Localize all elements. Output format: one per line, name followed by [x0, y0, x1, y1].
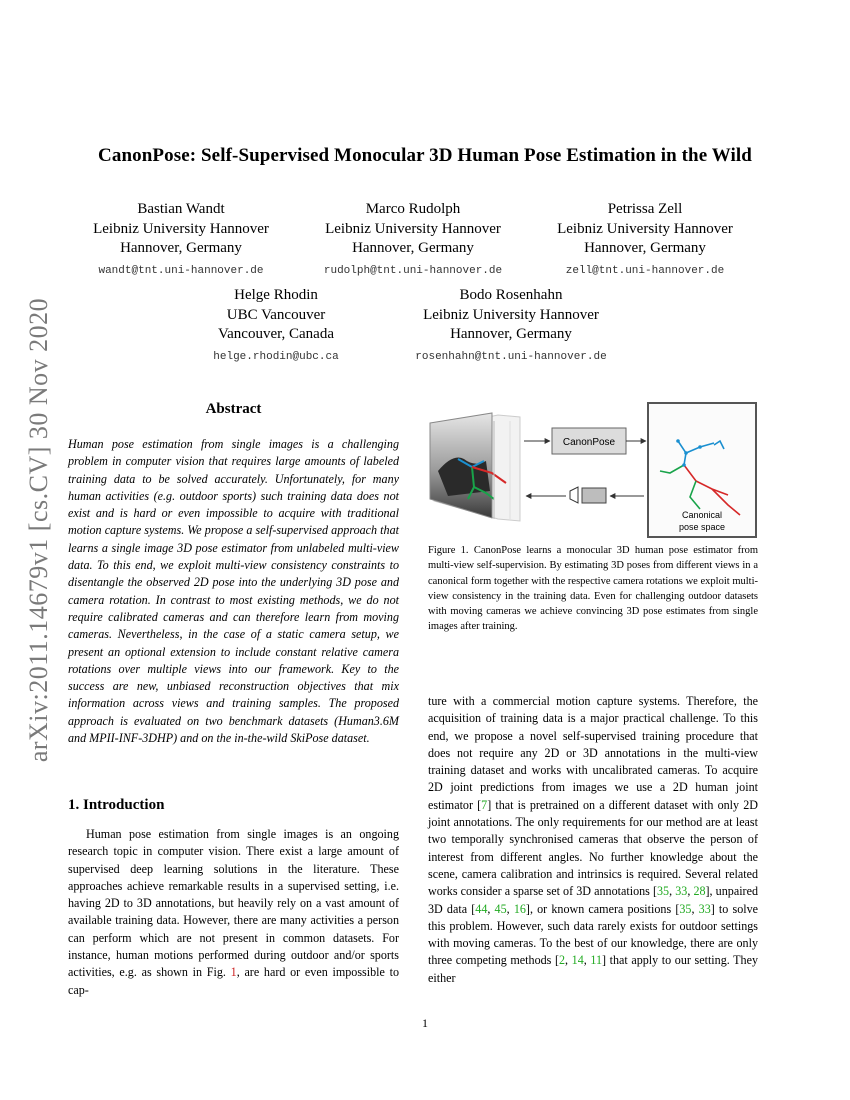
author-affiliation: Leibniz University Hannover	[423, 306, 599, 323]
abstract-text: Human pose estimation from single images is a challenging problem in computer vision that requires large amounts of labeled training data to be solved accurately. Unfortunately, for many human activities (e.g. outdoor sports) such training data does not exist and is hard or even impossible to acquire with traditional motion capture systems. We propose a self-supervised approach that learns a single image 3D pose estimator from unlabeled multi-view data. To this end, we exploit multi-view consistency constraints to disentangle the observed 2D pose into the underlying 3D pose and camera rotation. In contrast to most existing methods, we do not require calibrated cameras and can therefore learn from moving cameras. Nevertheless, in the case of a static camera setup, we present an optional extension to include constant relative camera rotations over multiple views into our framework. Key to the success are new, unbiased reconstruction objectives that mix information across views and training samples. The proposed approach is evaluated on two benchmark datasets (Human3.6M and MPII-INF-3DHP) and on the in-the-wild SkiPose dataset.	[68, 437, 399, 746]
paper-title: CanonPose: Self-Supervised Monocular 3D Human Pose Estimation in the Wild	[98, 145, 752, 166]
author-affiliation: UBC Vancouver	[226, 306, 326, 323]
author-name: Marco Rudolph	[365, 201, 461, 217]
author-4	[180, 286, 372, 367]
citation-link[interactable]: 7	[481, 797, 488, 812]
citation-link[interactable]: 33	[675, 884, 688, 899]
author-email[interactable]: rudolph@tnt.uni-hannover.de	[323, 264, 503, 277]
panel-label-line-2: pose space	[678, 522, 726, 532]
author-location: Hannover, Germany	[450, 326, 572, 342]
citation-link[interactable]: 2	[559, 953, 566, 968]
author-name: Petrissa Zell	[607, 201, 683, 217]
citation-link[interactable]: 44	[475, 901, 488, 916]
figure-reference-link[interactable]: 1	[230, 965, 237, 980]
figure-1-diagram	[428, 401, 759, 539]
author-location: Vancouver, Canada	[217, 326, 334, 342]
arxiv-identifier: arXiv:2011.14679v1 [cs.CV] 30 Nov 2020	[24, 297, 53, 762]
author-email[interactable]: helge.rhodin@ubc.ca	[213, 350, 339, 363]
author-location: Hannover, Germany	[584, 240, 706, 256]
author-name: Bodo Rosenhahn	[459, 287, 563, 303]
citation-link[interactable]: 28	[693, 884, 706, 899]
panel-label-line-1: Canonical	[681, 510, 723, 520]
citation-link[interactable]: 35	[657, 884, 670, 899]
citation-link[interactable]: 16	[513, 901, 526, 916]
citation-link[interactable]: 35	[679, 901, 692, 916]
author-5	[395, 286, 627, 367]
author-email[interactable]: wandt@tnt.uni-hannover.de	[98, 264, 264, 277]
camera-projection-box	[570, 487, 606, 503]
author-name: Bastian Wandt	[137, 201, 225, 217]
section-heading-introduction: 1. Introduction	[68, 797, 165, 813]
author-name: Helge Rhodin	[234, 287, 318, 303]
citation-link[interactable]: 11	[590, 953, 603, 968]
input-image-stack	[430, 413, 520, 521]
author-affiliation: Leibniz University Hannover	[93, 220, 269, 237]
author-2	[305, 200, 521, 281]
author-3	[538, 200, 752, 281]
citation-link[interactable]: 14	[571, 953, 584, 968]
author-email[interactable]: zell@tnt.uni-hannover.de	[565, 264, 725, 277]
canonpose-network-box	[552, 428, 626, 454]
canonical-pose-space-panel	[648, 403, 756, 537]
author-1	[75, 200, 287, 281]
intro-paragraph-continued: ture with a commercial motion capture systems. Therefore, the acquisition of training data is a major practical challenge. To this end, we propose a novel self-supervised training procedure that does not require any 2D or 3D annotations in the multi-view training dataset and works with uncalibrated cameras. To acquire 2D joint predictions from images we use a 2D human joint estimator [7] that is pretrained on a different dataset with only 2D joint annotations. The only requirements for our method are at least two temporally synchronised cameras that observe the person of interest from different angles. No further knowledge about the scene, camera calibration and intrinsics is required. Several related works consider a sparse set of 3D annotations [35, 33, 28], unpaired 3D data [44, 45, 16], or known camera positions [35, 33] to solve this problem. However, such data rarely exists for outdoor settings with moving cameras. To the best of our knowledge, there are only three competing methods [2, 14, 11] that apply to our setting. They either	[428, 694, 759, 985]
page-number: 1	[422, 1016, 428, 1030]
figure-1	[428, 401, 759, 539]
intro-paragraph: Human pose estimation from single images is an ongoing research topic in computer vision. There exist a large amount of supervised deep learning solutions in the literature. These approaches achieve remarkable results in a supervised setting, i.e. having 2D to 3D annotations, but heavily rely on a vast amount of available training data. However, there are many activities a person can perform which are not present in common datasets. For instance, human motions performed during outdoor and/or sports activities, e.g. as shown in Fig. 1, are hard or even impossible to cap-	[68, 827, 399, 997]
author-email[interactable]: rosenhahn@tnt.uni-hannover.de	[415, 350, 607, 363]
abstract-heading: Abstract	[205, 401, 262, 417]
citation-link[interactable]: 33	[698, 901, 711, 916]
author-affiliation: Leibniz University Hannover	[325, 220, 501, 237]
author-location: Hannover, Germany	[120, 240, 242, 256]
figure-1-caption: Figure 1. CanonPose learns a monocular 3D human pose estimator from multi-view self-supervision. By estimating 3D poses from different views in a canonical form together with the respective camera rotations we exploit multi-view consistency in the training data. Even for challenging outdoor datasets with moving cameras we achieve convincing 3D pose estimates from single images after training.	[428, 545, 758, 633]
network-label: CanonPose	[562, 437, 616, 448]
author-affiliation: Leibniz University Hannover	[557, 220, 733, 237]
author-location: Hannover, Germany	[352, 240, 474, 256]
citation-link[interactable]: 45	[494, 901, 507, 916]
